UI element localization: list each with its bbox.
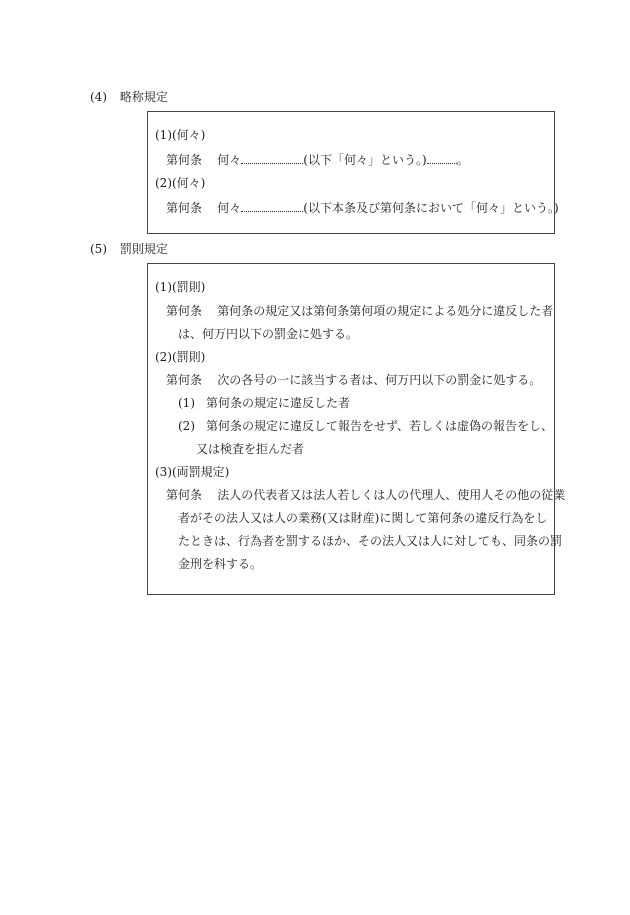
article-line <box>166 201 559 214</box>
section-5-heading <box>90 243 168 255</box>
section-number: (4) <box>90 90 107 104</box>
article-continuation: たときは、行為者を罰するほか、その法人又は人に対しても、同条の罰 <box>178 534 563 548</box>
article-number: 第何条 <box>166 373 203 387</box>
item-label: (1)(罰則) <box>155 280 206 294</box>
sub-item-number: (1) <box>178 396 195 410</box>
penalty-box <box>147 263 566 595</box>
article-text: 法人の代表者又は法人若しくは人の代理人、使用人その他の従業 <box>217 488 566 502</box>
sub-item <box>178 420 553 432</box>
article-text: 次の各号の一に該当する者は、何万円以下の罰金に処する。 <box>217 373 542 387</box>
sub-item-continuation: 又は検査を拒んだ者 <box>196 442 305 456</box>
article-number: 第何条 <box>166 201 203 215</box>
article-continuation: は、何万円以下の罰金に処する。 <box>178 327 359 341</box>
article-end: 。 <box>456 153 469 167</box>
article-number: 第何条 <box>166 153 203 167</box>
article-continuation: 金刑を科する。 <box>178 557 263 571</box>
section-number: (5) <box>90 242 107 256</box>
sub-item-text: 第何条の規定に違反した者 <box>206 396 351 410</box>
blank-dots <box>241 153 303 164</box>
section-title: 略称規定 <box>119 90 168 104</box>
article-line <box>166 374 541 386</box>
item-label: (2)(何々) <box>155 176 206 190</box>
article-number: 第何条 <box>166 304 203 318</box>
article-number: 第何条 <box>166 488 203 502</box>
article-text: (以下本条及び第何条において「何々」という。) <box>303 201 559 215</box>
item-label: (1)(何々) <box>155 128 206 142</box>
sub-item <box>178 397 350 409</box>
item-label: (2)(罰則) <box>155 350 206 364</box>
article-text: 第何条の規定又は第何条第何項の規定による処分に違反した者 <box>217 304 554 318</box>
defined-term: 何々 <box>217 201 242 215</box>
item-label: (3)(両罰規定) <box>155 465 230 479</box>
sub-item-text: 第何条の規定に違反して報告をせず、若しくは虚偽の報告をし、 <box>206 419 554 433</box>
article-line <box>166 153 469 166</box>
article-continuation: 者がその法人又は人の業務(又は財産)に関して第何条の違反行為をし <box>178 511 548 525</box>
defined-term: 何々 <box>217 153 242 167</box>
section-4-heading <box>90 91 168 103</box>
abbreviation-box <box>147 111 559 234</box>
sub-item-number: (2) <box>178 419 195 433</box>
blank-dots <box>241 201 303 212</box>
section-title: 罰則規定 <box>119 242 168 256</box>
blank-dots <box>427 153 457 164</box>
article-text: (以下「何々」という。) <box>303 153 427 167</box>
article-line <box>166 489 565 501</box>
article-line <box>166 305 553 317</box>
